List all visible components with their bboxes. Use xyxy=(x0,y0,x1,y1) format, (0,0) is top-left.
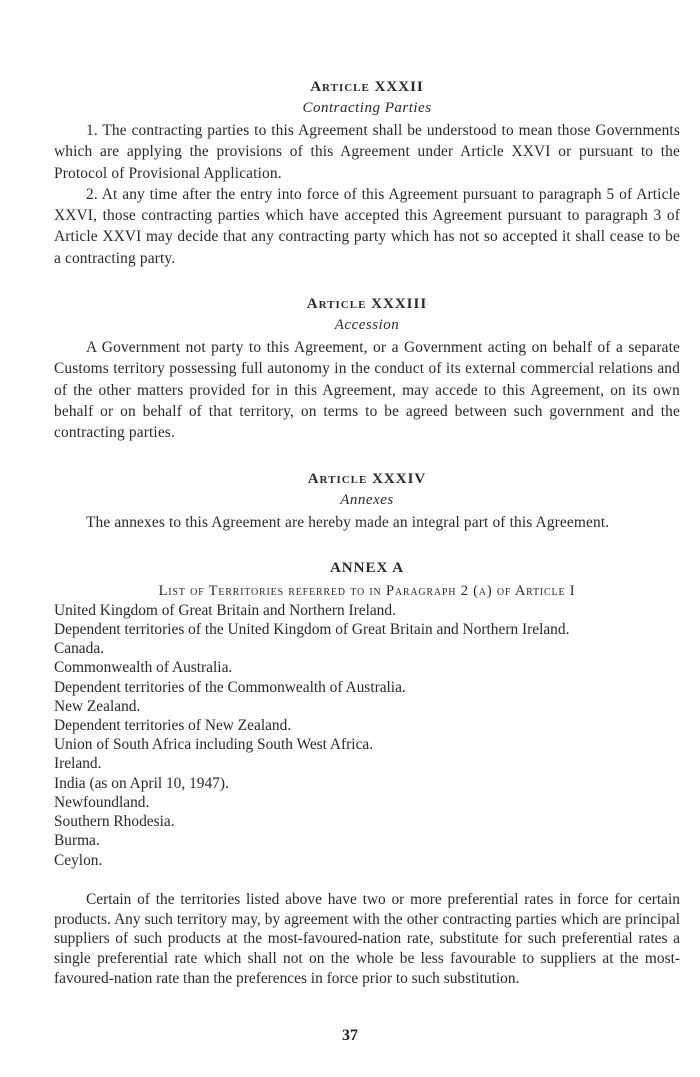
annex-note: Certain of the territories listed above have two or more preferential rates in force for certain products. Any such territory may, by agreement with the other contracting parties which are principal suppliers of such products at the most-favoured-nation rate, substitute for such preferential rates a single preferential rate which shall not on the whole be less favourable to suppliers at the most-favoured-nation rate than the preferences in force prior to such substitution. xyxy=(54,890,680,987)
list-item: Southern Rhodesia. xyxy=(54,813,175,831)
annex-heading: ANNEX A xyxy=(329,559,405,576)
list-item: India (as on April 10, 1947). xyxy=(54,774,229,792)
list-item: Commonwealth of Australia. xyxy=(54,659,233,677)
list-item: Dependent territories of the Commonwealth of Australia. xyxy=(54,678,406,696)
article-subheading: Annexes xyxy=(340,491,394,508)
article-subheading: Accession xyxy=(334,317,400,334)
list-item: Dependent territories of the United Kingdom of Great Britain and Northern Ireland. xyxy=(54,621,570,639)
list-item: Ireland. xyxy=(54,755,102,773)
list-item: Dependent territories of New Zealand. xyxy=(54,717,292,735)
paragraph: 1. The contracting parties to this Agreement shall be understood to mean those Governments which are applying the provisions of this Agreement under Article XXVI or pursuant to the Protocol of Provisional Application. xyxy=(54,122,680,182)
article-xxxiii xyxy=(54,295,680,443)
list-item: Canada. xyxy=(54,640,104,658)
list-item: Union of South Africa including South West Africa. xyxy=(54,736,374,754)
paragraph: The annexes to this Agreement are hereby made an integral part of this Agreement. xyxy=(86,513,610,531)
paragraph: A Government not party to this Agreement, or a Government acting on behalf of a separate Customs territory possessing full autonomy in the conduct of its external commercial relations and of the other matters provided for in this Agreement, may accede to this Agreement, on its own behalf or on behalf of that territory, on terms to be agreed between such government and the contracting parties. xyxy=(54,339,680,442)
article-heading: Article XXXIII xyxy=(306,296,428,313)
paragraph: 2. At any time after the entry into force of this Agreement pursuant to paragraph 5 of Article XXVI, those contracting parties which have accepted this Agreement pursuant to paragraph 3 of Article XXVI may decide that any contracting party which has not so accepted it shall cease to be a contracting party. xyxy=(54,185,680,267)
article-heading: Article XXXIV xyxy=(307,470,427,487)
list-item: New Zealand. xyxy=(54,697,141,715)
document-page xyxy=(54,78,680,989)
list-item: United Kingdom of Great Britain and Northern Ireland. xyxy=(54,601,396,619)
territory-list xyxy=(54,601,680,870)
annex-a xyxy=(54,559,680,989)
article-xxxii xyxy=(54,78,680,269)
article-subheading: Contracting Parties xyxy=(302,100,432,116)
list-item: Burma. xyxy=(54,832,100,850)
list-item: Newfoundland. xyxy=(54,793,150,811)
page-number: 37 xyxy=(342,1027,358,1044)
list-item: Ceylon. xyxy=(54,851,103,869)
territory-list-title: List of Territories referred to in Paragraph 2 (a) of Article I xyxy=(158,582,576,599)
article-heading: Article XXXII xyxy=(310,79,424,95)
article-xxxiv xyxy=(54,470,680,533)
